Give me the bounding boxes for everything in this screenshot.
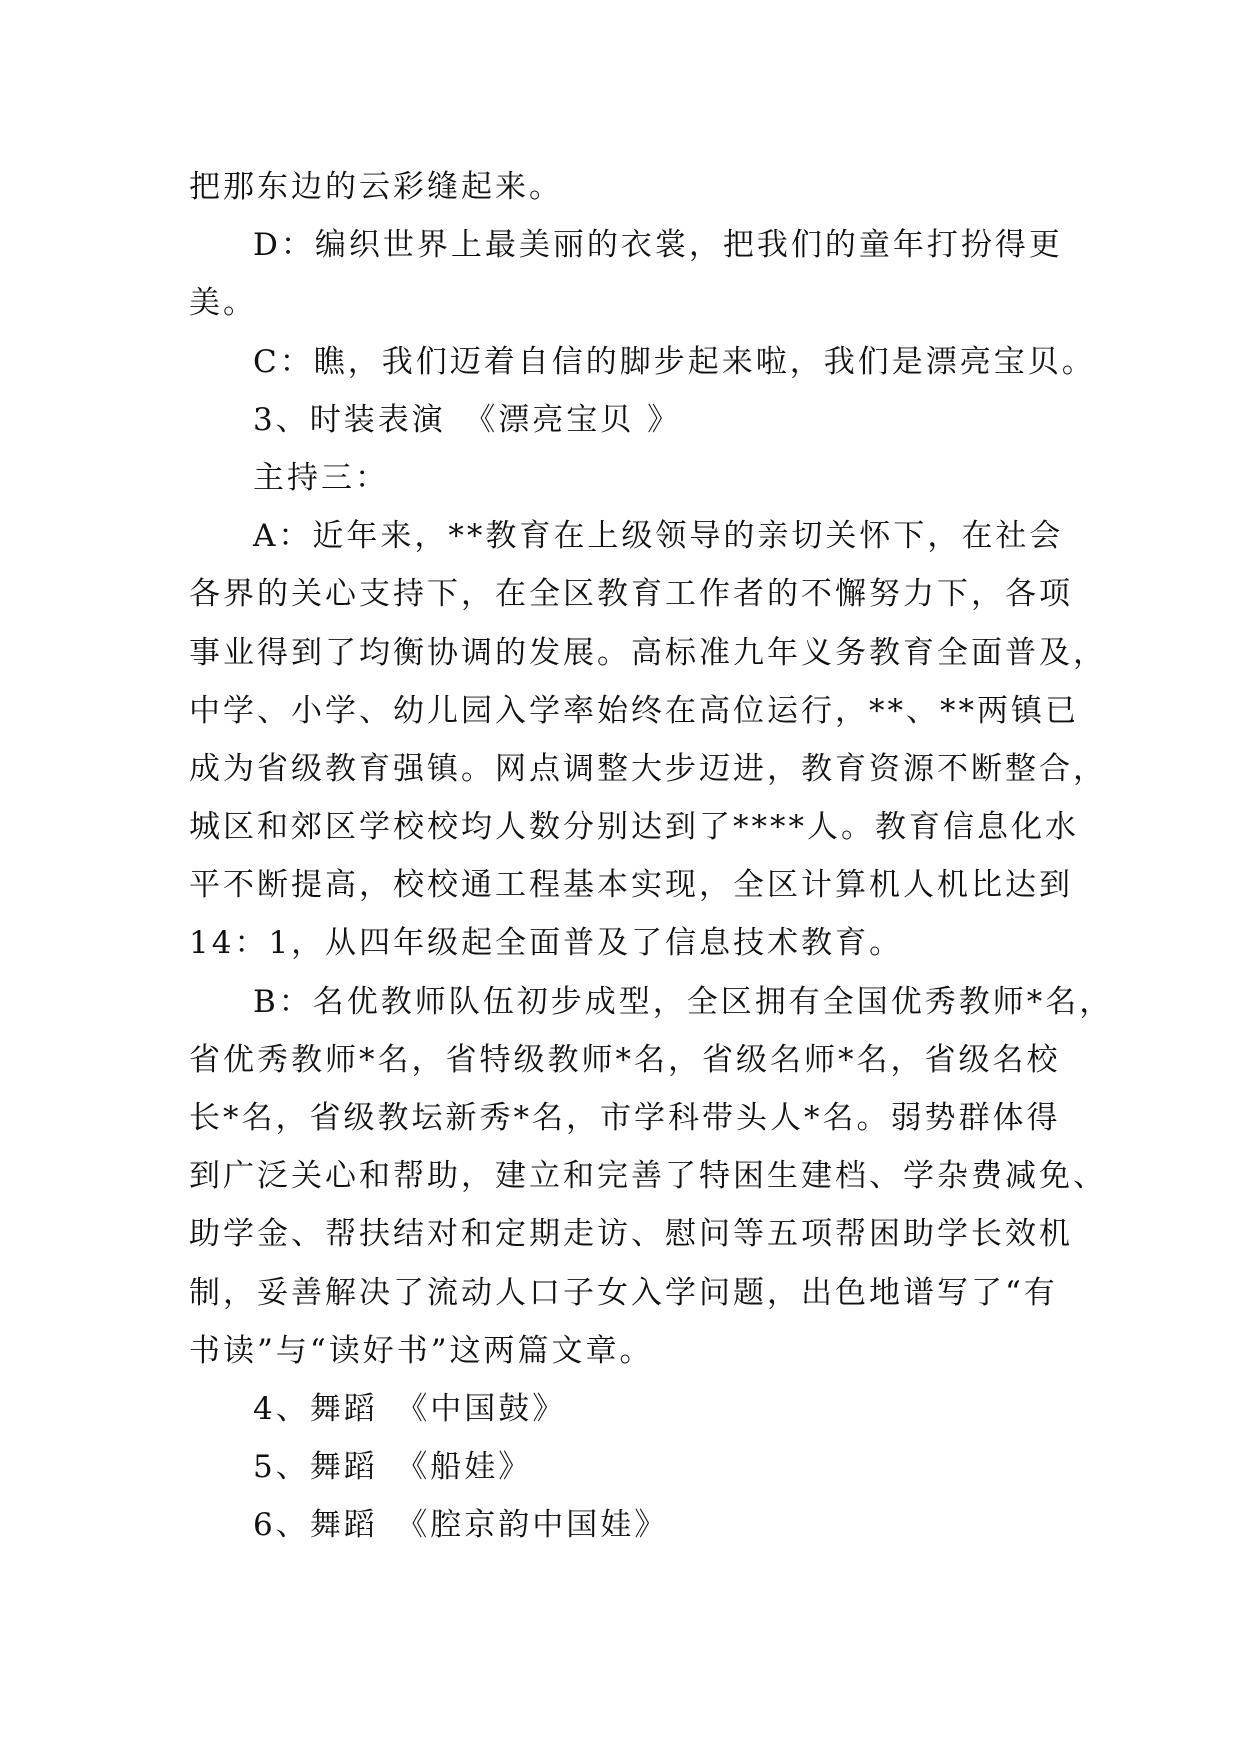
text-line: C：瞧，我们迈着自信的脚步起来啦，我们是漂亮宝贝。 xyxy=(253,343,1096,380)
text-line: 成为省级教育强镇。网点调整大步迈进，教育资源不断整合， xyxy=(189,750,1107,787)
text-line: 省优秀教师*名，省特级教师*名，省级名师*名，省级名校 xyxy=(189,1041,1061,1078)
program-item: 4、舞蹈 《中国鼓》 xyxy=(253,1390,567,1427)
text-line: 美。 xyxy=(189,285,257,322)
text-line: 中学、小学、幼儿园入学率始终在高位运行，**、**两镇已 xyxy=(189,692,1079,729)
text-line: 事业得到了均衡协调的发展。高标准九年义务教育全面普及， xyxy=(189,634,1107,671)
section-heading: 主持三： xyxy=(253,459,389,496)
text-line: 到广泛关心和帮助，建立和完善了特困生建档、学杂费减免、 xyxy=(189,1158,1107,1195)
text-line: 平不断提高，校校通工程基本实现，全区计算机人机比达到 xyxy=(189,867,1073,904)
text-line: 书读”与“读好书”这两篇文章。 xyxy=(189,1332,654,1369)
text-line: B：名优教师队伍初步成型，全区拥有全国优秀教师*名， xyxy=(253,983,1114,1020)
document-body xyxy=(189,158,1114,1555)
program-item: 5、舞蹈 《船娃》 xyxy=(253,1449,533,1486)
text-line: D：编织世界上最美丽的衣裳，把我们的童年打扮得更 xyxy=(253,227,1063,264)
text-line: 助学金、帮扶结对和定期走访、慰问等五项帮困助学长效机 xyxy=(189,1216,1073,1253)
program-item: 3、时装表演 《漂亮宝贝 》 xyxy=(253,401,682,438)
text-line: 把那东边的云彩缝起来。 xyxy=(189,169,563,205)
text-line: A：近年来，**教育在上级领导的亲切关怀下，在社会 xyxy=(253,518,1064,555)
text-line: 14：1，从四年级起全面普及了信息技术教育。 xyxy=(189,925,904,962)
text-line: 长*名，省级教坛新秀*名，市学科带头人*名。弱势群体得 xyxy=(189,1100,1061,1136)
program-item: 6、舞蹈 《腔京韵中国娃》 xyxy=(253,1507,669,1544)
text-line: 制，妥善解决了流动人口子女入学问题，出色地谱写了“有 xyxy=(189,1274,1058,1311)
text-line: 各界的关心支持下，在全区教育工作者的不懈努力下，各项 xyxy=(189,576,1073,613)
text-line: 城区和郊区学校校均人数分别达到了****人。教育信息化水 xyxy=(189,809,1079,846)
